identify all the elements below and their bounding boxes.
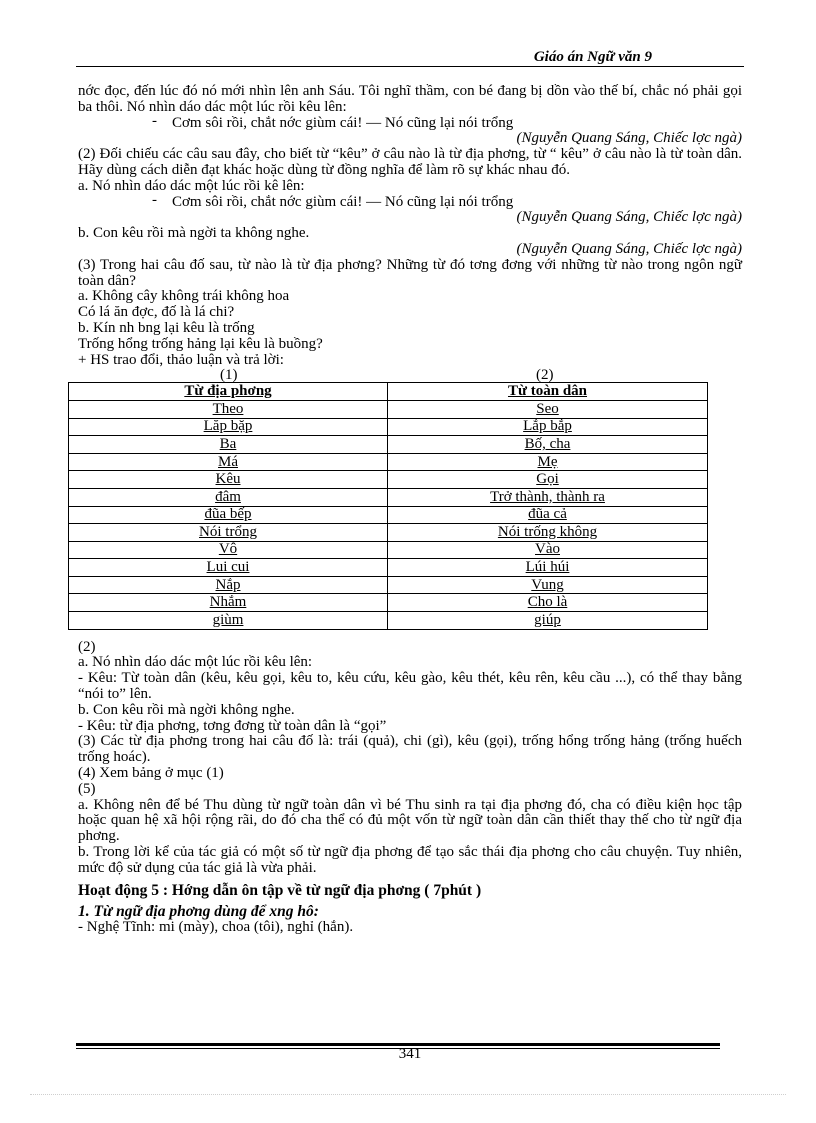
cell-text: giùm (212, 611, 244, 628)
standard-word-cell (388, 559, 708, 577)
dash-bullet: - (152, 191, 157, 208)
table-row (69, 541, 708, 559)
header-rule (76, 66, 744, 67)
cell-text: Lúi húi (525, 559, 570, 576)
cell-text: đũa bếp (204, 506, 252, 523)
answer-line: b. Con kêu rồi mà ngời không nghe. (78, 701, 295, 718)
answer-line: - Kêu: Từ toàn dân (kêu, kêu gọi, kêu to, kêu cứu, kêu gào, kêu thét, kêu rên, kêu cầu ...), có thể thay bằng “nói to” lên. (78, 670, 742, 703)
riddle-line: b. Kín nh bng lại kêu là trống (78, 319, 255, 336)
table-row (69, 400, 708, 418)
cell-text: Nói trống không (497, 523, 598, 540)
column-number: (2) (536, 367, 554, 384)
answer-line: (5) (78, 780, 96, 797)
cell-text: Nói trổng (199, 523, 257, 540)
discussion-line: + HS trao đổi, thảo luận và trả lời: (78, 351, 284, 368)
dialect-word-cell (69, 453, 388, 471)
dialect-word-cell (69, 524, 388, 542)
standard-word-cell (388, 506, 708, 524)
table-row (69, 524, 708, 542)
table-header-cell: Từ toàn dân (388, 383, 708, 401)
answer-line: - Kêu: từ địa phơng, tơng đơng từ toàn dân là “gọi” (78, 717, 387, 734)
cell-text: Mẹ (537, 453, 558, 470)
table-row (69, 506, 708, 524)
dialect-word-cell (69, 576, 388, 594)
answer-line: (4) Xem bảng ở mục (1) (78, 765, 224, 782)
page-number: 341 (398, 1046, 422, 1062)
standard-word-cell (388, 612, 708, 630)
section-line: - Nghệ Tĩnh: mi (mày), choa (tôi), nghỉ (hắn). (78, 919, 354, 936)
column-number: (1) (220, 367, 238, 384)
table-row (69, 612, 708, 630)
answer-line: (3) Các từ địa phơng trong hai câu đố là: trái (quả), chi (gì), kêu (gọi), trống hổng trống hảng (trống huếch trống hoác). (78, 733, 742, 766)
answer-line: b. Trong lời kể của tác giả có một số từ ngữ địa phơng để tạo sắc thái địa phơng cho câu chuyện. Tuy nhiên, mức độ sử dụng của tác giả là vừa phải. (78, 844, 742, 876)
table-row (69, 594, 708, 612)
standard-word-cell (388, 418, 708, 436)
dialect-word-cell (69, 594, 388, 612)
cell-text: Vô (218, 541, 238, 558)
cell-text: Trở thành, thành ra (490, 488, 605, 505)
table-row (69, 436, 708, 454)
dialect-word-cell (69, 436, 388, 454)
question-3: (3) Trong hai câu đố sau, từ nào là từ địa phơng? Những từ đó tơng đơng với những từ nào trong ngôn ngữ toàn dân? (78, 256, 742, 289)
body-text (78, 84, 742, 936)
standard-word-cell (388, 488, 708, 506)
section-heading: 1. Từ ngữ địa phơng dùng để xng hô: (78, 903, 319, 921)
riddle-line: Có lá ăn đợc, đố là lá chi? (78, 304, 235, 321)
dialect-word-cell (69, 541, 388, 559)
page-edge-divider (30, 1094, 786, 1095)
dialect-word-cell (69, 471, 388, 489)
page-header (76, 48, 744, 66)
quote-line (78, 191, 742, 211)
dialect-word-cell (69, 418, 388, 436)
cell-text: Lắp bắp (523, 418, 572, 435)
cell-text: giúp (534, 611, 561, 628)
table-column-numbers (78, 368, 742, 382)
cell-text: Vung (531, 576, 564, 593)
quote-source: (Nguyễn Quang Sáng, Chiếc lợc ngà) (516, 130, 742, 147)
table-header-cell: Từ địa phơng (69, 383, 388, 401)
spacer (78, 630, 742, 640)
answer-line: (2) (78, 638, 96, 655)
table-row (69, 471, 708, 489)
dialect-word-cell (69, 612, 388, 630)
question-2a: a. Nó nhìn dáo dác một lúc rồi kê lên: (78, 177, 305, 194)
question-2: (2) Đối chiếu các câu sau đây, cho biết từ “kêu” ở câu nào là từ địa phơng, từ “ kêu” ở câu nào là từ toàn dân. Hãy dùng cách diễn đạt khác hoặc dùng từ đồng nghĩa để làm rõ sự khác nhau đó. (78, 146, 742, 178)
cell-text: Ba (219, 435, 237, 452)
cell-text: Kêu (215, 471, 241, 488)
quote-line (78, 112, 742, 132)
table-body (69, 400, 708, 629)
standard-word-cell (388, 400, 708, 418)
cell-text: Bố, cha (524, 435, 571, 452)
word-table (68, 382, 708, 629)
cell-text: Nắp (215, 576, 241, 593)
standard-word-cell (388, 453, 708, 471)
cell-text: đâm (215, 488, 241, 505)
cell-text: Nhắm (209, 594, 247, 611)
riddle-line: a. Không cây không trái không hoa (78, 288, 290, 305)
dialect-word-cell (69, 488, 388, 506)
cell-text: Má (218, 453, 238, 470)
cell-text: Vào (535, 541, 560, 558)
cell-text: Lui cui (206, 559, 250, 576)
riddle-line: Trống hổng trống hảng lại kêu là buồng? (78, 335, 323, 352)
table-row (69, 488, 708, 506)
dash-bullet: - (152, 112, 157, 129)
cell-text: Gọi (536, 471, 559, 488)
dialect-word-cell (69, 559, 388, 577)
header-title: Giáo án Ngữ văn 9 (533, 49, 652, 65)
question-2b: b. Con kêu rồi mà ngời ta không nghe. (78, 225, 310, 242)
standard-word-cell (388, 471, 708, 489)
answer-line: a. Không nên để bé Thu dùng từ ngữ toàn dân vì bé Thu sinh ra tại địa phơng đó, cha có điều kiện học tập hoặc quan hệ xã hội rộng rãi, do đó cha thể có đủ một vốn từ ngữ toàn dân cần thiết thay thế cho từ ngữ địa phơng. (78, 796, 742, 845)
quote-source: (Nguyễn Quang Sáng, Chiếc lợc ngà) (516, 209, 742, 226)
cell-text: Cho là (527, 594, 568, 611)
cell-text: Theo (212, 400, 244, 417)
cell-text: Lăp bặp (203, 418, 253, 435)
table-row (69, 576, 708, 594)
table-row (69, 559, 708, 577)
standard-word-cell (388, 436, 708, 454)
standard-word-cell (388, 576, 708, 594)
paragraph: nớc đọc, đến lúc đó nó mới nhìn lên anh Sáu. Tôi nghĩ thầm, con bé đang bị dồn vào thế bí, chắc nó phải gọi ba thôi. Nó nhìn dáo dác một lúc rồi kêu lên: (78, 83, 742, 115)
table-row (69, 418, 708, 436)
quote-source: (Nguyễn Quang Sáng, Chiếc lợc ngà) (516, 240, 742, 257)
table-row (69, 453, 708, 471)
quote-text: Cơm sôi rồi, chắt nớc giùm cái! — Nó cũng lại nói trổng (172, 114, 514, 131)
cell-text: Seo (536, 400, 559, 417)
dialect-word-cell (69, 506, 388, 524)
activity-heading: Hoạt động 5 : Hớng dẫn ôn tập về từ ngữ địa phơng ( 7phút ) (78, 881, 482, 899)
quote-text: Cơm sôi rồi, chắt nớc giùm cái! — Nó cũng lại nói trổng (172, 193, 514, 210)
dialect-word-cell (69, 400, 388, 418)
standard-word-cell (388, 524, 708, 542)
standard-word-cell (388, 541, 708, 559)
table-header-row (69, 383, 708, 401)
standard-word-cell (388, 594, 708, 612)
cell-text: đũa cả (528, 506, 567, 523)
answer-line: a. Nó nhìn dáo dác một lúc rồi kêu lên: (78, 654, 313, 671)
